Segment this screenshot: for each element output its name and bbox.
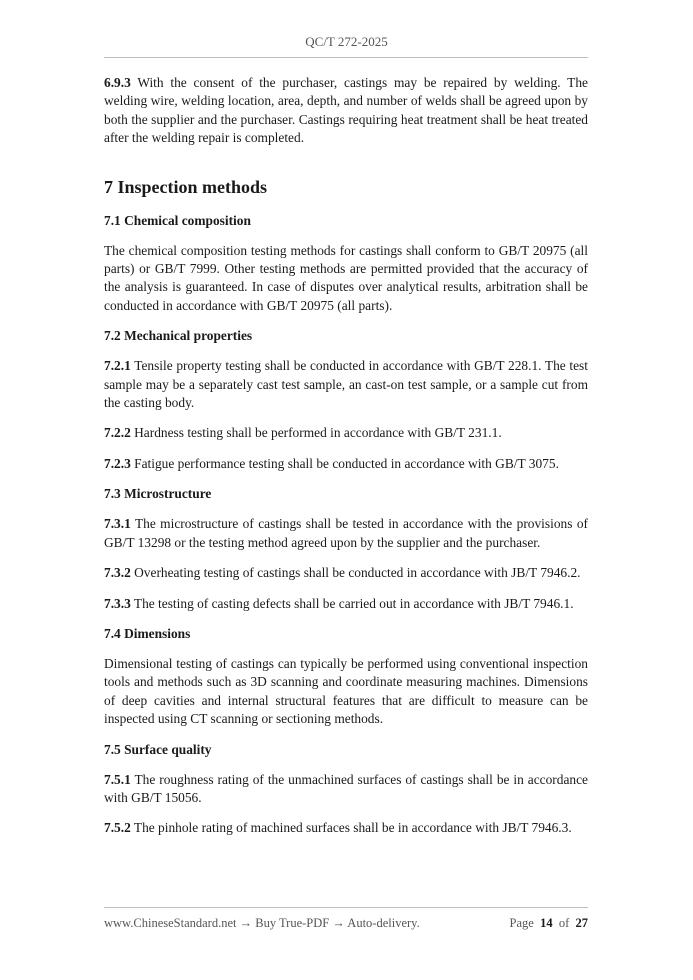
clause-7-3-2 [104,564,588,582]
clause-7-5-1 [104,771,588,808]
clause-number: 7.5.2 [104,820,131,836]
clause-number: 7.2.1 [104,358,131,374]
page-of: of [558,916,570,930]
page-label: Page [509,916,534,930]
clause-text: The roughness rating of the unmachined surfaces of castings shall be in accordance with GB/T 15056. [104,771,588,805]
clause-text: The testing of casting defects shall be carried out in accordance with JB/T 7946.1. [133,595,574,611]
section-title-7: 7 Inspection methods [104,176,268,197]
subsection-title-7-5: 7.5 Surface quality [104,741,212,757]
footer-link[interactable]: www.ChineseStandard.net → Buy True-PDF → Auto-delivery. [104,916,420,930]
header-divider [104,57,588,58]
clause-text: The microstructure of castings shall be tested in accordance with the provisions of GB/T 13298 or the testing method agreed upon by the supplier and the purchaser. [104,516,588,550]
page-current: 14 [540,916,553,930]
clause-number: 7.2.3 [104,455,131,471]
clause-7-3-1 [104,515,588,552]
subsection-title-7-1: 7.1 Chemical composition [104,212,251,228]
clause-7-2-3 [104,455,588,473]
subsection-title-7-4: 7.4 Dimensions [104,625,191,641]
clause-6-9-3 [104,74,588,148]
clause-7-4-text: Dimensional testing of castings can typically be performed using conventional inspection tools and methods such as 3D scanning and coordinate measuring machines. Dimensions of deep cavities and internal structural features that are difficult to measure can be inspected using CT scanning or sectioning methods. [104,655,588,727]
clause-number: 7.2.2 [104,425,131,441]
clause-text: Overheating testing of castings shall be conducted in accordance with JB/T 7946.2. [134,565,581,581]
clause-number: 6.9.3 [104,75,131,90]
subsection-title-7-3: 7.3 Microstructure [104,486,212,502]
subsection-title-7-2: 7.2 Mechanical properties [104,328,253,344]
clause-text: With the consent of the purchaser, castings may be repaired by welding. The welding wire, welding location, area, depth, and number of welds shall be agreed upon by both the supplier and the purchaser. Castings requiring heat treatment shall be heat treated after the welding repair is completed. [104,75,588,146]
page-indicator [510,916,588,931]
clause-7-2-2 [104,424,588,442]
clause-text: The pinhole rating of machined surfaces shall be in accordance with JB/T 7946.3. [133,820,572,836]
clause-7-2-1 [104,357,588,412]
footer-divider [104,907,588,908]
clause-number: 7.3.3 [104,595,131,611]
clause-number: 7.3.1 [104,516,131,532]
clause-text: Hardness testing shall be performed in accordance with GB/T 231.1. [134,425,502,441]
clause-text: Fatigue performance testing shall be conducted in accordance with GB/T 3075. [134,455,559,471]
page-content [104,74,588,838]
clause-7-5-2 [104,819,588,837]
clause-number: 7.3.2 [104,565,131,581]
clause-7-1-text: The chemical composition testing methods for castings shall conform to GB/T 20975 (all parts) or GB/T 7999. Other testing methods are permitted provided that the accuracy of the analysis is guaranteed. In case of disputes over analytical results, arbitration shall be conducted in accordance with GB/T 20975 (all parts). [104,242,588,313]
clause-number: 7.5.1 [104,771,131,787]
clause-text: Tensile property testing shall be conducted in accordance with GB/T 228.1. The test sample may be a separately cast test sample, an cast-on test sample, or a sample cut from the casting body. [104,358,588,411]
clause-7-3-3 [104,595,588,613]
running-header: QC/T 272-2025 [305,34,388,49]
page-total: 27 [575,916,588,930]
